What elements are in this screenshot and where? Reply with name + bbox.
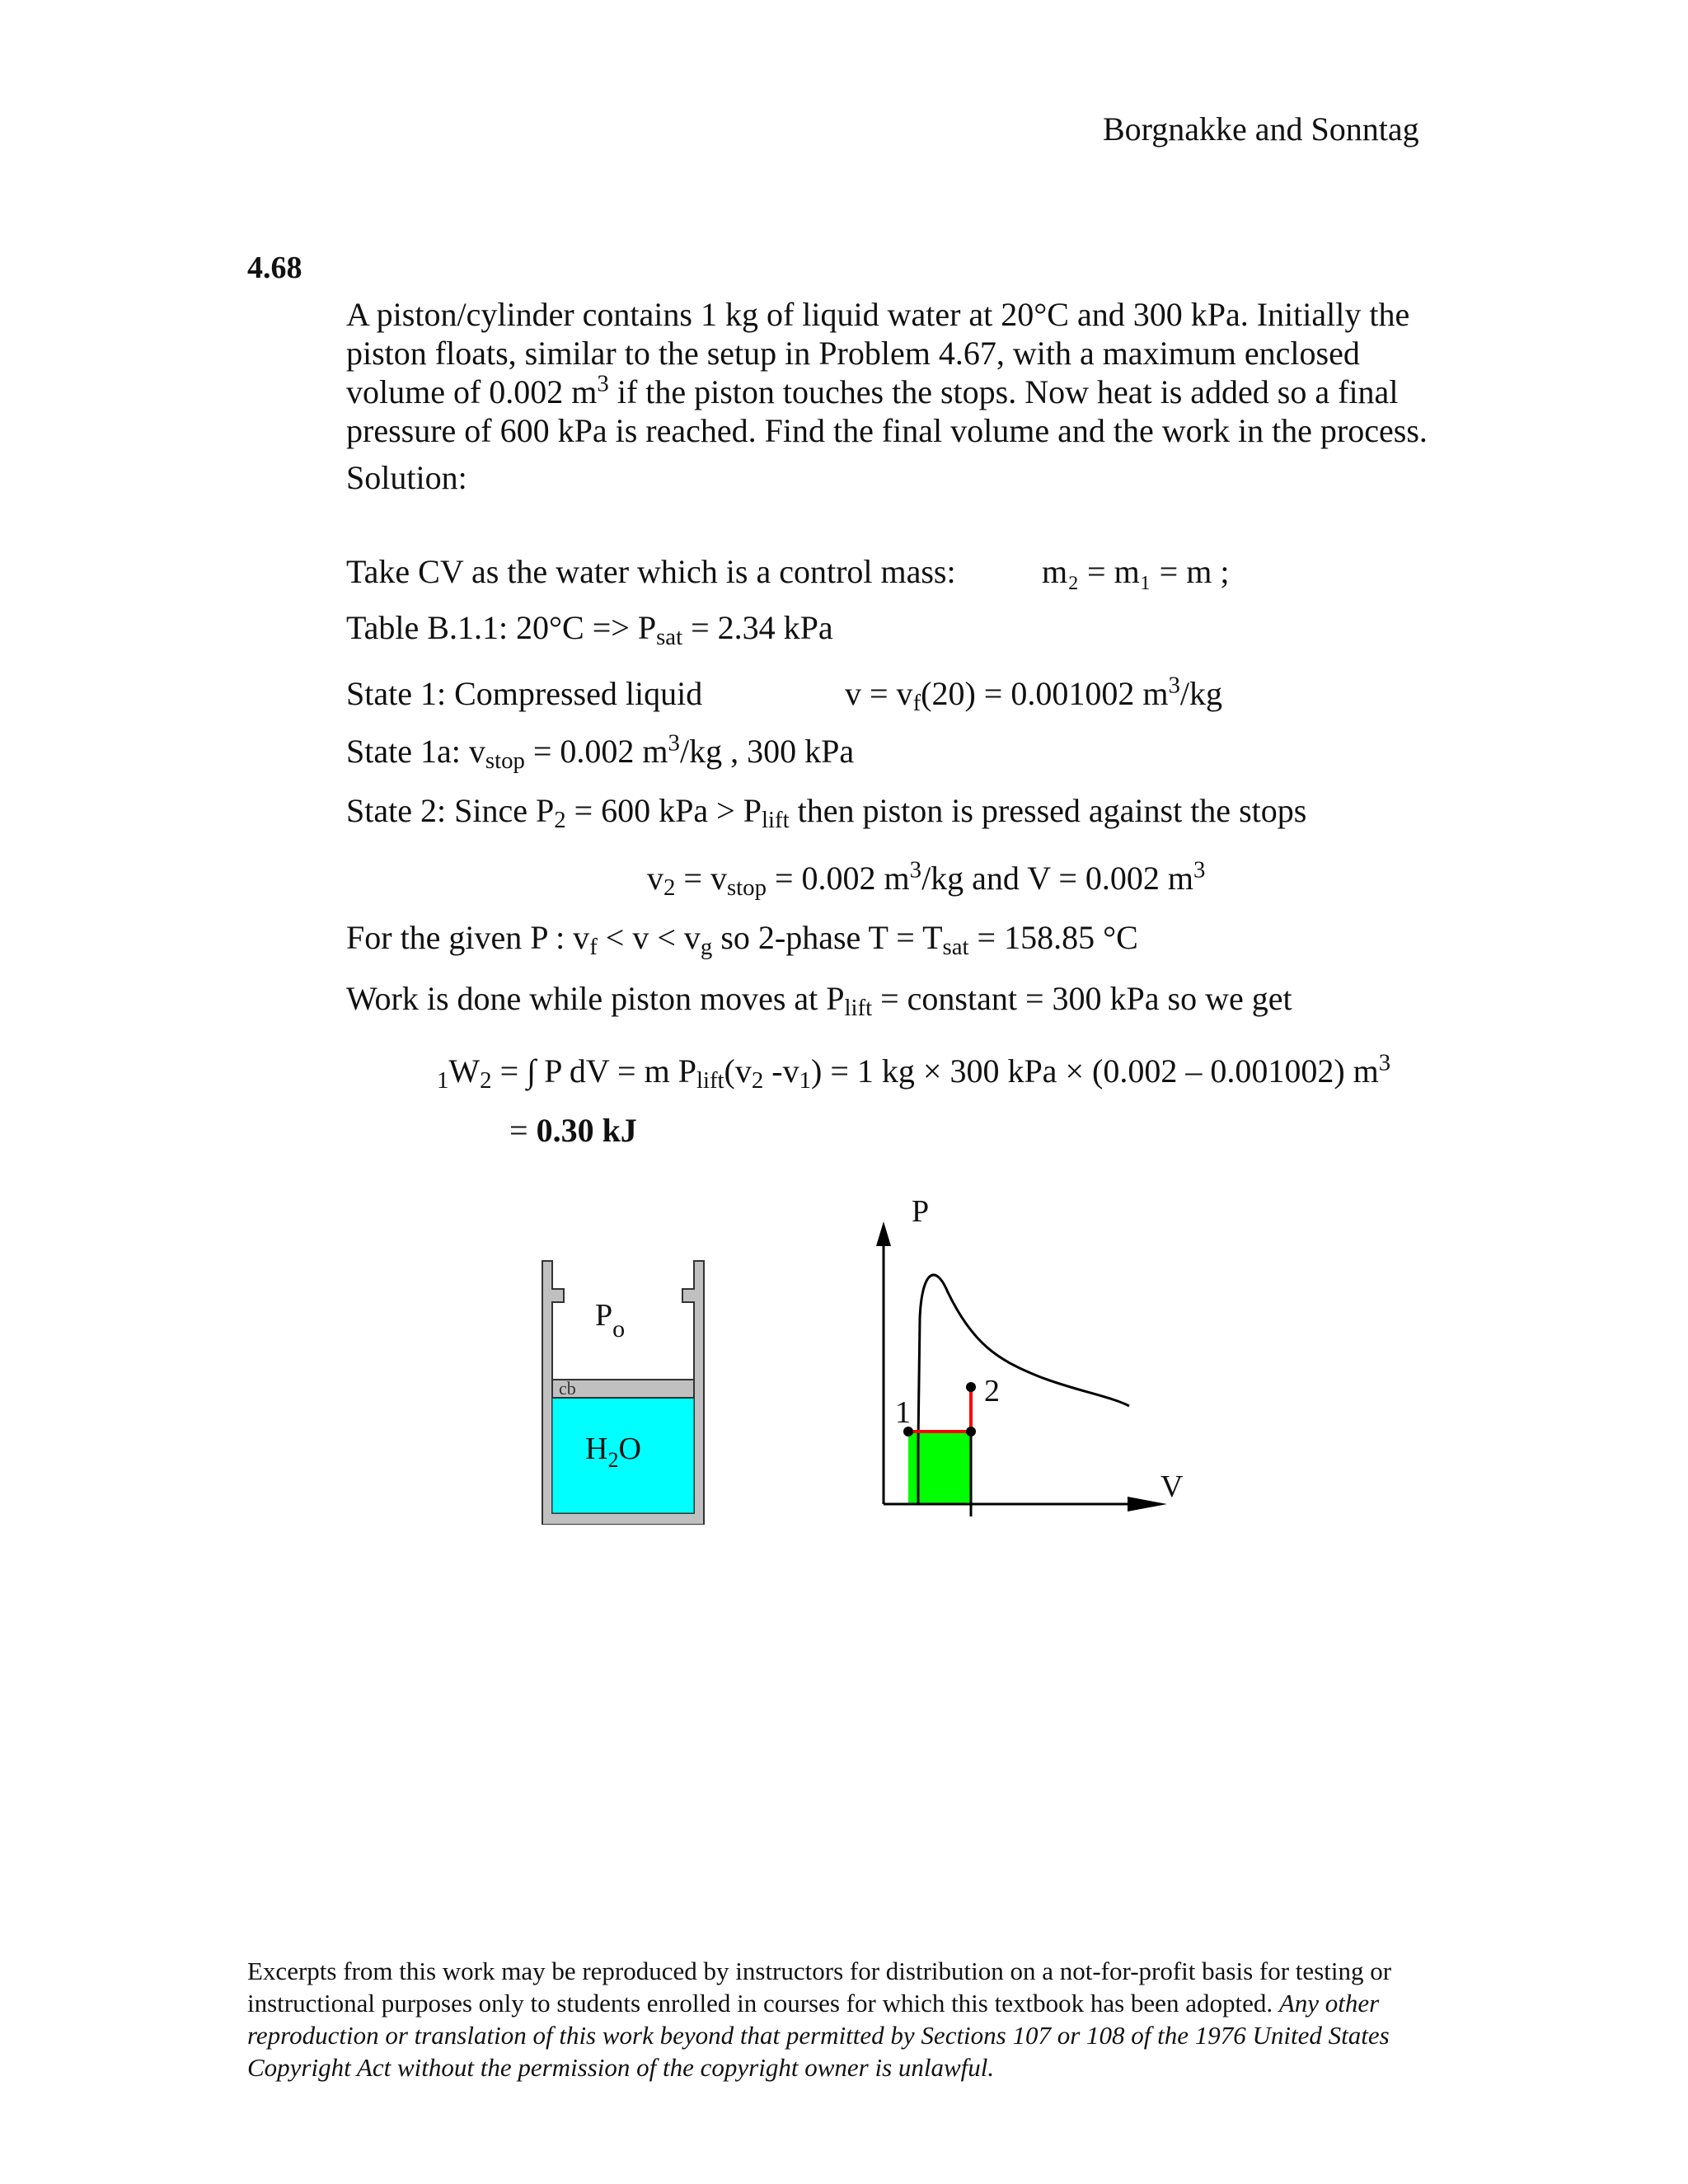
- p-axis-arrow: [876, 1221, 891, 1246]
- state1a-sub: stop: [485, 748, 525, 775]
- h2o-o: O: [618, 1432, 641, 1466]
- solution-label: Solution:: [346, 459, 467, 496]
- work-result: [509, 1114, 637, 1147]
- w-sub2: lift: [696, 1067, 724, 1094]
- state2-point: [966, 1382, 976, 1392]
- state1-eq-sup: 3: [1168, 672, 1180, 699]
- state2-line: [346, 792, 1307, 834]
- given-line: [346, 919, 1138, 961]
- result-value: 0.30 kJ: [536, 1112, 637, 1149]
- footer-normal: Excerpts from this work may be reproduced by instructors for distribution on a not-for-profit basis for testing or instructional purposes only to students enrolled in courses for which this textbook has been adopted.: [247, 1957, 1392, 2018]
- given-sub1: f: [589, 934, 598, 961]
- work-a: Work is done while piston moves at P: [346, 980, 845, 1017]
- copyright-footer: [247, 1955, 1451, 2083]
- table-line: [346, 609, 833, 651]
- w-e: ) = 1 kg × 300 kPa × (0.002 – 0.001002) m: [811, 1052, 1379, 1090]
- footer-italic: Any other reproduction or translation of this work beyond that permitted by Sections 107 or 108 of the 1976 United States Copyright Act without the permission of the copyright owner is unlawful.: [247, 1989, 1390, 2082]
- v2-sup1: 3: [909, 856, 922, 883]
- problem-statement: [346, 295, 1451, 450]
- h2o-sub: 2: [607, 1448, 619, 1472]
- piston-cylinder-figure: [536, 1253, 717, 1525]
- w-sub3: 2: [751, 1067, 764, 1094]
- state2-c: then piston is pressed against the stops: [789, 792, 1307, 829]
- work-b: = constant = 300 kPa so we get: [872, 980, 1292, 1017]
- statement-sup: 3: [597, 370, 609, 397]
- state1-eq-a: v = v: [845, 675, 913, 712]
- given-d: = 158.85 °C: [968, 919, 1138, 956]
- state1-label: 1: [895, 1395, 911, 1430]
- w-a: W: [448, 1052, 481, 1090]
- page-header: Borgnakke and Sonntag: [1103, 110, 1419, 148]
- given-c: so 2-phase T = T: [712, 919, 943, 956]
- state1a-a: State 1a: v: [346, 733, 485, 770]
- v2-d: /kg and V = 0.002 m: [921, 860, 1194, 897]
- statement-text-2: if the piston touches the stops. Now heat is added so a final pressure of 600 kPa is reached. Find the final volume and the work in the process.: [346, 373, 1428, 449]
- table-sub: sat: [656, 624, 683, 651]
- p-axis-label: P: [912, 1195, 930, 1229]
- problem-number: 4.68: [247, 251, 302, 285]
- state1a-c: /kg , 300 kPa: [679, 733, 855, 770]
- w-sub4: 1: [799, 1067, 811, 1094]
- table-lhs: Table B.1.1: 20°C => P: [346, 609, 657, 646]
- w-b: = ∫ P dV = m P: [491, 1052, 696, 1090]
- given-a: For the given P : v: [346, 919, 590, 956]
- v-axis-label: V: [1160, 1469, 1184, 1504]
- work-line: [346, 980, 1292, 1022]
- cb-label: cb: [559, 1378, 576, 1399]
- state1-eq-sub: f: [912, 690, 921, 717]
- state2-label: 2: [984, 1374, 1000, 1408]
- state1a-line: [346, 729, 855, 775]
- v2-sub2: stop: [726, 874, 767, 902]
- v2-sub1: 2: [663, 874, 676, 902]
- po-label: [595, 1298, 625, 1343]
- state1-eq-c: /kg: [1179, 675, 1222, 712]
- state1a-b: = 0.002 m: [524, 733, 668, 770]
- w-sup: 3: [1378, 1049, 1391, 1076]
- work-sub: lift: [844, 995, 873, 1022]
- cv-equation: m₂ = m₁ = m ;: [1042, 553, 1230, 590]
- result-eq: =: [509, 1112, 537, 1149]
- v2-a: v: [647, 860, 663, 897]
- given-sub3: sat: [942, 934, 969, 961]
- w-d: -v: [763, 1052, 799, 1090]
- given-b: < v < v: [597, 919, 701, 956]
- state2-b: = 600 kPa > P: [565, 792, 762, 829]
- v2-c: = 0.002 m: [766, 860, 910, 897]
- statement-text-1: A piston/cylinder contains 1 kg of liquid water at 20°C and 300 kPa. Initially the piston floats, similar to the setup in Problem 4.67, with a maximum enclosed volume of 0.002 m: [346, 296, 1410, 410]
- v2-b: = v: [675, 860, 727, 897]
- h2o-h: H: [585, 1432, 608, 1466]
- state2-sub1: 2: [554, 807, 566, 834]
- given-sub2: g: [700, 934, 713, 961]
- v2-line: [647, 856, 1206, 902]
- state1a-sup: 3: [668, 729, 680, 757]
- state2-sub2: lift: [762, 807, 790, 834]
- work-equation: [437, 1049, 1391, 1094]
- cv-text: Take CV as the water which is a control mass:: [346, 553, 956, 590]
- state1-equation: [845, 672, 1222, 717]
- w-pre: 1: [437, 1067, 449, 1094]
- w-sub1: 2: [480, 1067, 492, 1094]
- pv-diagram: [865, 1195, 1212, 1533]
- v2-sup2: 3: [1193, 856, 1206, 883]
- po-sub: o: [612, 1315, 626, 1343]
- po-main: P: [595, 1298, 613, 1333]
- state1-label: State 1: Compressed liquid: [346, 675, 703, 712]
- state2-a: State 2: Since P: [346, 792, 555, 829]
- table-rhs: = 2.34 kPa: [682, 609, 833, 646]
- w-c: (v: [724, 1052, 752, 1090]
- state-1a-point: [966, 1427, 976, 1436]
- state1-eq-b: (20) = 0.001002 m: [921, 675, 1169, 712]
